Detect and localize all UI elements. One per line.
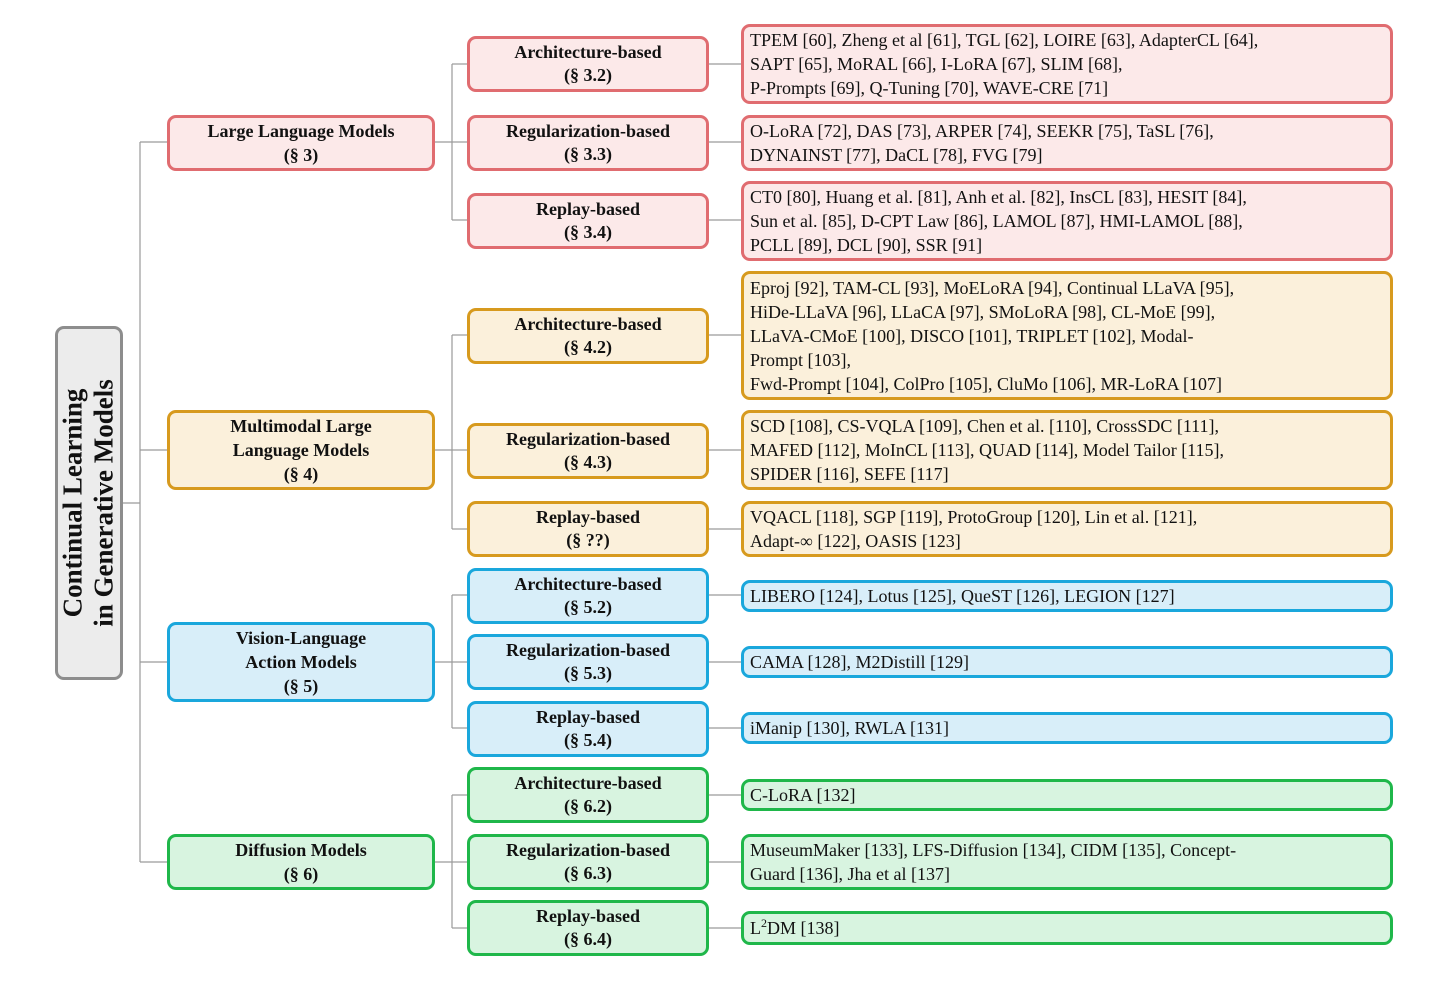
refs-diffusion-architecture — [741, 779, 1393, 811]
sub-section: (§ 6.2) — [564, 796, 612, 816]
category-section: (§ 3) — [283, 145, 319, 165]
ref-line: SCD [108], CS-VQLA [109], Chen et al. [110], CrossSDC [111], — [750, 416, 1219, 436]
ref-line: O-LoRA [72], DAS [73], ARPER [74], SEEKR [75], TaSL [76], — [750, 121, 1214, 141]
sub-section: (§ 4.2) — [564, 337, 612, 357]
sub-section: (§ 3.4) — [564, 222, 612, 242]
sub-section: (§ 3.2) — [564, 65, 612, 85]
sub-title: Architecture-based — [514, 42, 662, 62]
category-llm — [167, 115, 435, 171]
ref-line: HiDe-LLaVA [96], LLaCA [97], SMoLoRA [98], CL-MoE [99], — [750, 301, 1216, 322]
refs-vla-regularization — [741, 646, 1393, 678]
category-section: (§ 6) — [283, 864, 319, 884]
ref-line: DYNAINST [77], DaCL [78], FVG [79] — [750, 145, 1043, 165]
category-mllm — [167, 410, 435, 490]
category-title: Action Models — [245, 652, 357, 672]
refs-vla-replay — [741, 712, 1393, 744]
ref-line: Prompt [103], — [750, 349, 851, 370]
ref-line — [750, 916, 1384, 940]
sub-mllm-regularization — [467, 423, 709, 479]
ref-base: L — [750, 918, 761, 938]
ref-line: Sun et al. [85], D-CPT Law [86], LAMOL [87], HMI-LAMOL [88], — [750, 211, 1243, 231]
sub-section: (§ 3.3) — [564, 144, 612, 164]
ref-line: MAFED [112], MoInCL [113], QUAD [114], Model Tailor [115], — [750, 440, 1225, 460]
category-title: Diffusion Models — [235, 840, 367, 860]
sub-vla-replay — [467, 701, 709, 757]
ref-line: Adapt-∞ [122], OASIS [123] — [750, 531, 961, 551]
sub-vla-regularization — [467, 634, 709, 690]
sub-llm-replay — [467, 193, 709, 249]
sub-diffusion-replay — [467, 900, 709, 956]
sub-title: Regularization-based — [506, 429, 670, 449]
refs-llm-replay — [741, 181, 1393, 261]
sub-section: (§ 5.2) — [564, 597, 612, 617]
refs-mllm-replay — [741, 501, 1393, 557]
ref-line: LLaVA-CMoE [100], DISCO [101], TRIPLET [102], Modal- — [750, 325, 1194, 346]
sub-section: (§ 5.3) — [564, 663, 612, 683]
category-title: Multimodal Large — [230, 416, 372, 436]
sub-title: Replay-based — [535, 507, 640, 527]
ref-rest: DM [138] — [767, 918, 840, 938]
ref-line: CT0 [80], Huang et al. [81], Anh et al. [82], InsCL [83], HESIT [84], — [750, 187, 1247, 207]
sub-section: (§ 6.3) — [564, 863, 612, 883]
sub-title: Architecture-based — [514, 773, 662, 793]
sub-title: Replay-based — [535, 906, 640, 926]
sub-section: (§ 4.3) — [564, 452, 612, 472]
sub-llm-architecture — [467, 36, 709, 92]
ref-superscript: 2 — [761, 916, 767, 930]
sub-section: (§ 5.4) — [564, 730, 612, 750]
sub-title: Replay-based — [535, 707, 640, 727]
root-node — [55, 326, 123, 680]
sub-section: (§ 6.4) — [564, 929, 612, 949]
ref-line: TPEM [60], Zheng et al [61], TGL [62], LOIRE [63], AdapterCL [64], — [750, 30, 1259, 50]
refs-diffusion-replay — [741, 911, 1393, 945]
refs-mllm-regularization — [741, 410, 1393, 490]
refs-mllm-architecture — [741, 271, 1393, 400]
category-section: (§ 5) — [283, 676, 319, 696]
sub-title: Architecture-based — [514, 314, 662, 334]
root-title: Continual Learning in Generative Models — [58, 379, 119, 627]
sub-title: Architecture-based — [514, 574, 662, 594]
ref-line: P-Prompts [69], Q-Tuning [70], WAVE-CRE [71] — [750, 78, 1109, 98]
category-title: Language Models — [232, 440, 370, 460]
refs-llm-regularization — [741, 115, 1393, 171]
ref-line: Fwd-Prompt [104], ColPro [105], CluMo [106], MR-LoRA [107] — [750, 373, 1222, 394]
category-title: Vision-Language — [235, 628, 367, 648]
refs-vla-architecture — [741, 580, 1393, 612]
sub-title: Regularization-based — [506, 121, 670, 141]
ref-line: VQACL [118], SGP [119], ProtoGroup [120], Lin et al. [121], — [750, 507, 1198, 527]
sub-mllm-replay — [467, 501, 709, 557]
category-vla — [167, 622, 435, 702]
sub-section: (§ ??) — [566, 530, 610, 550]
ref-line: iManip [130], RWLA [131] — [750, 718, 949, 738]
refs-diffusion-regularization — [741, 834, 1393, 890]
ref-line: Eproj [92], TAM-CL [93], MoELoRA [94], Continual LLaVA [95], — [750, 277, 1235, 298]
ref-line: CAMA [128], M2Distill [129] — [750, 652, 970, 672]
sub-title: Regularization-based — [506, 840, 670, 860]
sub-diffusion-regularization — [467, 834, 709, 890]
ref-line: Guard [136], Jha et al [137] — [750, 864, 950, 884]
refs-llm-architecture — [741, 24, 1393, 104]
ref-line: C-LoRA [132] — [750, 785, 856, 805]
ref-line: SPIDER [116], SEFE [117] — [750, 464, 949, 484]
sub-mllm-architecture — [467, 308, 709, 364]
category-section: (§ 4) — [283, 464, 319, 484]
sub-title: Replay-based — [535, 199, 640, 219]
category-title: Large Language Models — [207, 121, 395, 141]
ref-line: MuseumMaker [133], LFS-Diffusion [134], CIDM [135], Concept- — [750, 840, 1237, 860]
ref-line: PCLL [89], DCL [90], SSR [91] — [750, 235, 983, 255]
ref-line: SAPT [65], MoRAL [66], I-LoRA [67], SLIM [68], — [750, 54, 1123, 74]
sub-title: Regularization-based — [506, 640, 670, 660]
category-diffusion — [167, 834, 435, 890]
sub-vla-architecture — [467, 568, 709, 624]
sub-llm-regularization — [467, 115, 709, 171]
sub-diffusion-architecture — [467, 767, 709, 823]
ref-line: LIBERO [124], Lotus [125], QueST [126], LEGION [127] — [750, 586, 1175, 606]
